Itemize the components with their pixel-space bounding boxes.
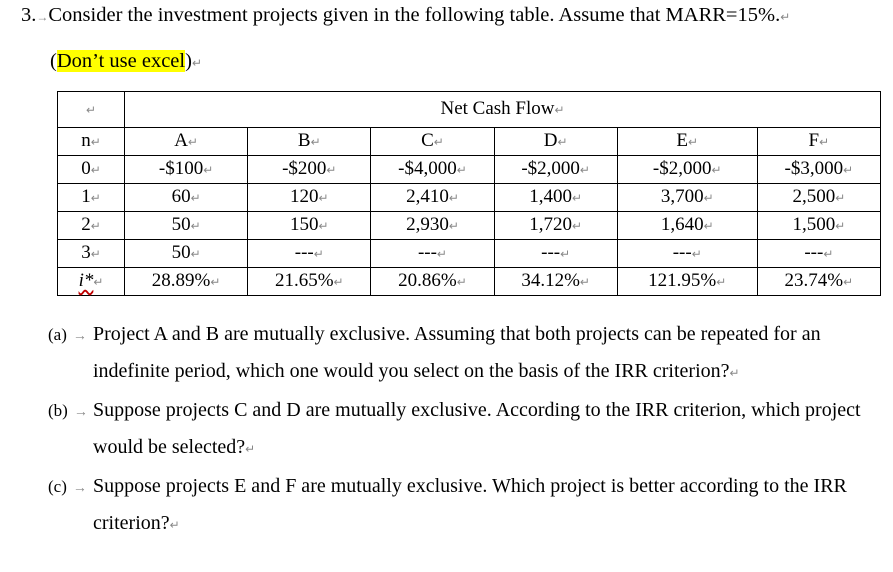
table-cell: 3,700↵ [617, 184, 757, 212]
table-cell: -$200↵ [248, 156, 371, 184]
table-cell: 1,720↵ [494, 212, 617, 240]
sub-question-label: (b) → [48, 401, 88, 420]
paragraph-mark-icon: ↵ [780, 10, 791, 24]
table-cell: 1,640↵ [617, 212, 757, 240]
table-cell: -$2,000↵ [617, 156, 757, 184]
table-cell: 2,410↵ [371, 184, 494, 212]
table-cell: 2,500↵ [757, 184, 880, 212]
empty-corner-cell [58, 92, 125, 128]
table-cell: -$3,000↵ [757, 156, 880, 184]
table-cell: -$100↵ [125, 156, 248, 184]
period-cell: 2↵ [58, 212, 125, 240]
table-cell: 20.86%↵ [371, 268, 494, 296]
column-header-row [58, 128, 881, 156]
table-cell: 1,500↵ [757, 212, 880, 240]
cash-flow-table [57, 91, 881, 296]
question-text: Consider the investment projects given in the following table. Assume that MARR=15%. [48, 4, 781, 26]
table-row [58, 212, 881, 240]
column-header-a: A↵ [125, 128, 248, 156]
paragraph-mark-icon: ↵ [85, 103, 97, 117]
table-cell: 23.74%↵ [757, 268, 880, 296]
sub-question-text: Project A and B are mutually exclusive. Assuming that both projects can be repeated for an indefinite period, which one would you select on the basis of the IRR criterion? [93, 323, 821, 382]
paragraph-mark-icon: ↵ [191, 56, 202, 70]
table-cell: 28.89%↵ [125, 268, 248, 296]
sub-question-a: (a) → Project A and B are mutually exclusive. Assuming that both projects can be repeated for an indefinite period, which one would you select on the basis of the IRR criterion?↵ [48, 316, 893, 392]
table-row [58, 156, 881, 184]
sub-question-b: (b) → Suppose projects C and D are mutually exclusive. According to the IRR criterion, which project would be selected?↵ [48, 392, 893, 468]
sub-question-label: (a) → [48, 325, 87, 344]
highlighted-note: Don’t use excel [56, 50, 186, 72]
table-cell: 2,930↵ [371, 212, 494, 240]
question-note: (Don’t use excel)↵ [50, 50, 202, 72]
period-cell: 0↵ [58, 156, 125, 184]
sub-question-c: (c) → Suppose projects E and F are mutually exclusive. Which project is better according to the IRR criterion?↵ [48, 468, 893, 544]
table-cell: 120↵ [248, 184, 371, 212]
sub-question-text: Suppose projects E and F are mutually exclusive. Which project is better according to the IRR criterion? [93, 475, 847, 534]
column-header-e: E↵ [617, 128, 757, 156]
table-cell: ---↵ [494, 240, 617, 268]
period-cell: 3↵ [58, 240, 125, 268]
tab-arrow-icon: → [36, 10, 49, 24]
sub-question-text: Suppose projects C and D are mutually exclusive. According to the IRR criterion, which project would be selected? [93, 399, 861, 458]
column-header-f: F↵ [757, 128, 880, 156]
table-cell: 150↵ [248, 212, 371, 240]
column-header-d: D↵ [494, 128, 617, 156]
table-row [58, 240, 881, 268]
sub-question-label: (c) → [48, 477, 87, 496]
question-heading [21, 4, 790, 27]
table-header-row [58, 92, 881, 128]
group-header-cell: Net Cash Flow↵ [125, 92, 881, 128]
table-cell: ---↵ [757, 240, 880, 268]
table-cell: -$4,000↵ [371, 156, 494, 184]
table-cell: 121.95%↵ [617, 268, 757, 296]
column-header-c: C↵ [371, 128, 494, 156]
table-cell: ---↵ [617, 240, 757, 268]
n-header-cell: n↵ [58, 128, 125, 156]
column-header-b: B↵ [248, 128, 371, 156]
period-cell: 1↵ [58, 184, 125, 212]
irr-label-cell: i*↵ [58, 268, 125, 296]
table-cell: 50↵ [125, 212, 248, 240]
table-cell: 50↵ [125, 240, 248, 268]
table-cell: 1,400↵ [494, 184, 617, 212]
table-cell: ---↵ [371, 240, 494, 268]
table-row [58, 184, 881, 212]
question-number: 3. [21, 4, 37, 26]
table-cell: -$2,000↵ [494, 156, 617, 184]
sub-questions [48, 316, 893, 544]
table-cell: 60↵ [125, 184, 248, 212]
table-cell: ---↵ [248, 240, 371, 268]
table-cell: 34.12%↵ [494, 268, 617, 296]
table-cell: 21.65%↵ [248, 268, 371, 296]
irr-row [58, 268, 881, 296]
